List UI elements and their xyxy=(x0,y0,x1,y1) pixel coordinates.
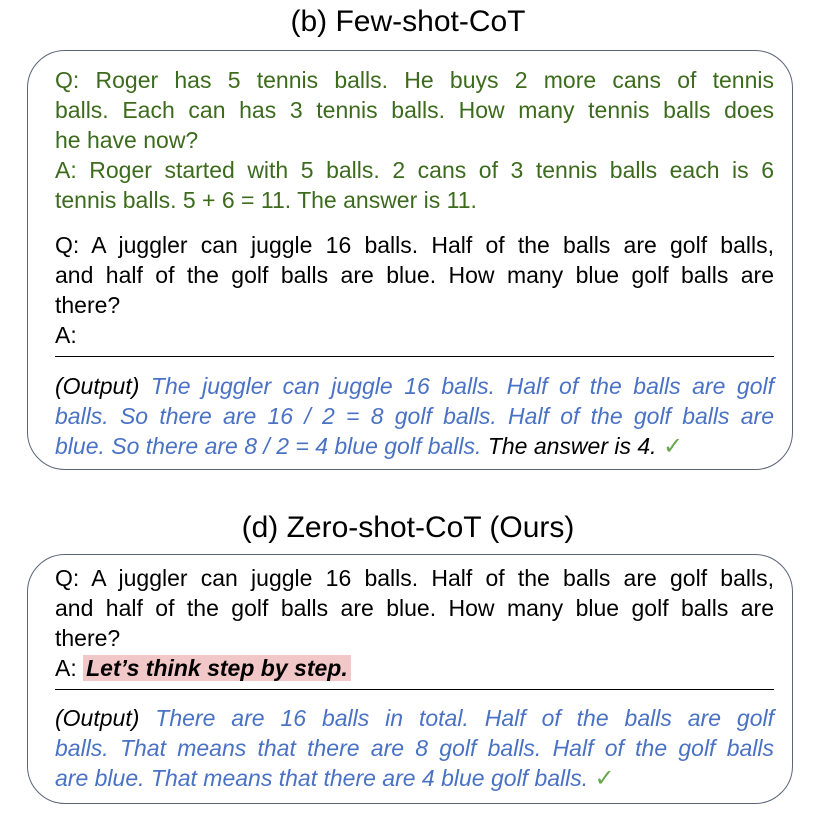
output-line-1 xyxy=(55,371,774,401)
output-line-2: balls. That means that there are 8 golf balls. Half of the golf balls xyxy=(55,735,774,761)
question-line-3: there? xyxy=(55,625,121,651)
trigger-phrase-highlight: Let’s think step by step. xyxy=(83,655,351,681)
question-line-1: Q: A juggler can juggle 16 balls. Half of the balls are golf balls, xyxy=(55,232,774,258)
output-text: are blue. That means that there are 4 blue golf balls. xyxy=(55,765,589,791)
question-line-2: and half of the golf balls are blue. How many blue golf balls are xyxy=(55,262,774,288)
output-divider xyxy=(55,356,774,357)
output-text: The juggler can juggle 16 balls. Half of the balls are golf xyxy=(150,373,774,399)
example-answer-line-2: tennis balls. 5 + 6 = 11. The answer is 11. xyxy=(55,187,477,213)
zero-shot-cot-title: (d) Zero-shot-CoT (Ours) xyxy=(241,511,575,544)
check-icon: ✓ xyxy=(594,765,615,792)
answer-prefix: A: xyxy=(55,655,77,681)
output-text: blue. So there are 8 / 2 = 4 blue golf balls. xyxy=(55,433,482,459)
output-line-2: balls. So there are 16 / 2 = 8 golf balls. Half of the golf balls are xyxy=(55,403,774,429)
answer-prompt-line xyxy=(55,653,774,683)
question-line-3: there? xyxy=(55,292,121,318)
output-label: (Output) xyxy=(55,705,140,731)
question-line-1: Q: A juggler can juggle 16 balls. Half of the balls are golf balls, xyxy=(55,565,774,591)
question-line-2: and half of the golf balls are blue. How many blue golf balls are xyxy=(55,595,774,621)
output-line-1 xyxy=(55,703,774,733)
output-text: There are 16 balls in total. Half of the balls are golf xyxy=(155,705,775,731)
output-line-3 xyxy=(55,431,774,462)
example-question-line-1: Q: Roger has 5 tennis balls. He buys 2 more cans of tennis xyxy=(55,67,774,93)
answer-prompt: A: xyxy=(55,322,77,348)
example-answer-line-1: A: Roger started with 5 balls. 2 cans of 3 tennis balls each is 6 xyxy=(55,157,774,183)
few-shot-cot-title: (b) Few-shot-CoT xyxy=(290,5,526,38)
check-icon: ✓ xyxy=(662,433,684,460)
output-divider xyxy=(55,689,774,690)
final-answer: The answer is 4. xyxy=(487,433,657,459)
output-label: (Output) xyxy=(55,373,140,399)
output-line-3 xyxy=(55,763,774,794)
example-question-line-3: he have now? xyxy=(55,127,199,153)
example-question-line-2: balls. Each can has 3 tennis balls. How many tennis balls does xyxy=(55,97,774,123)
